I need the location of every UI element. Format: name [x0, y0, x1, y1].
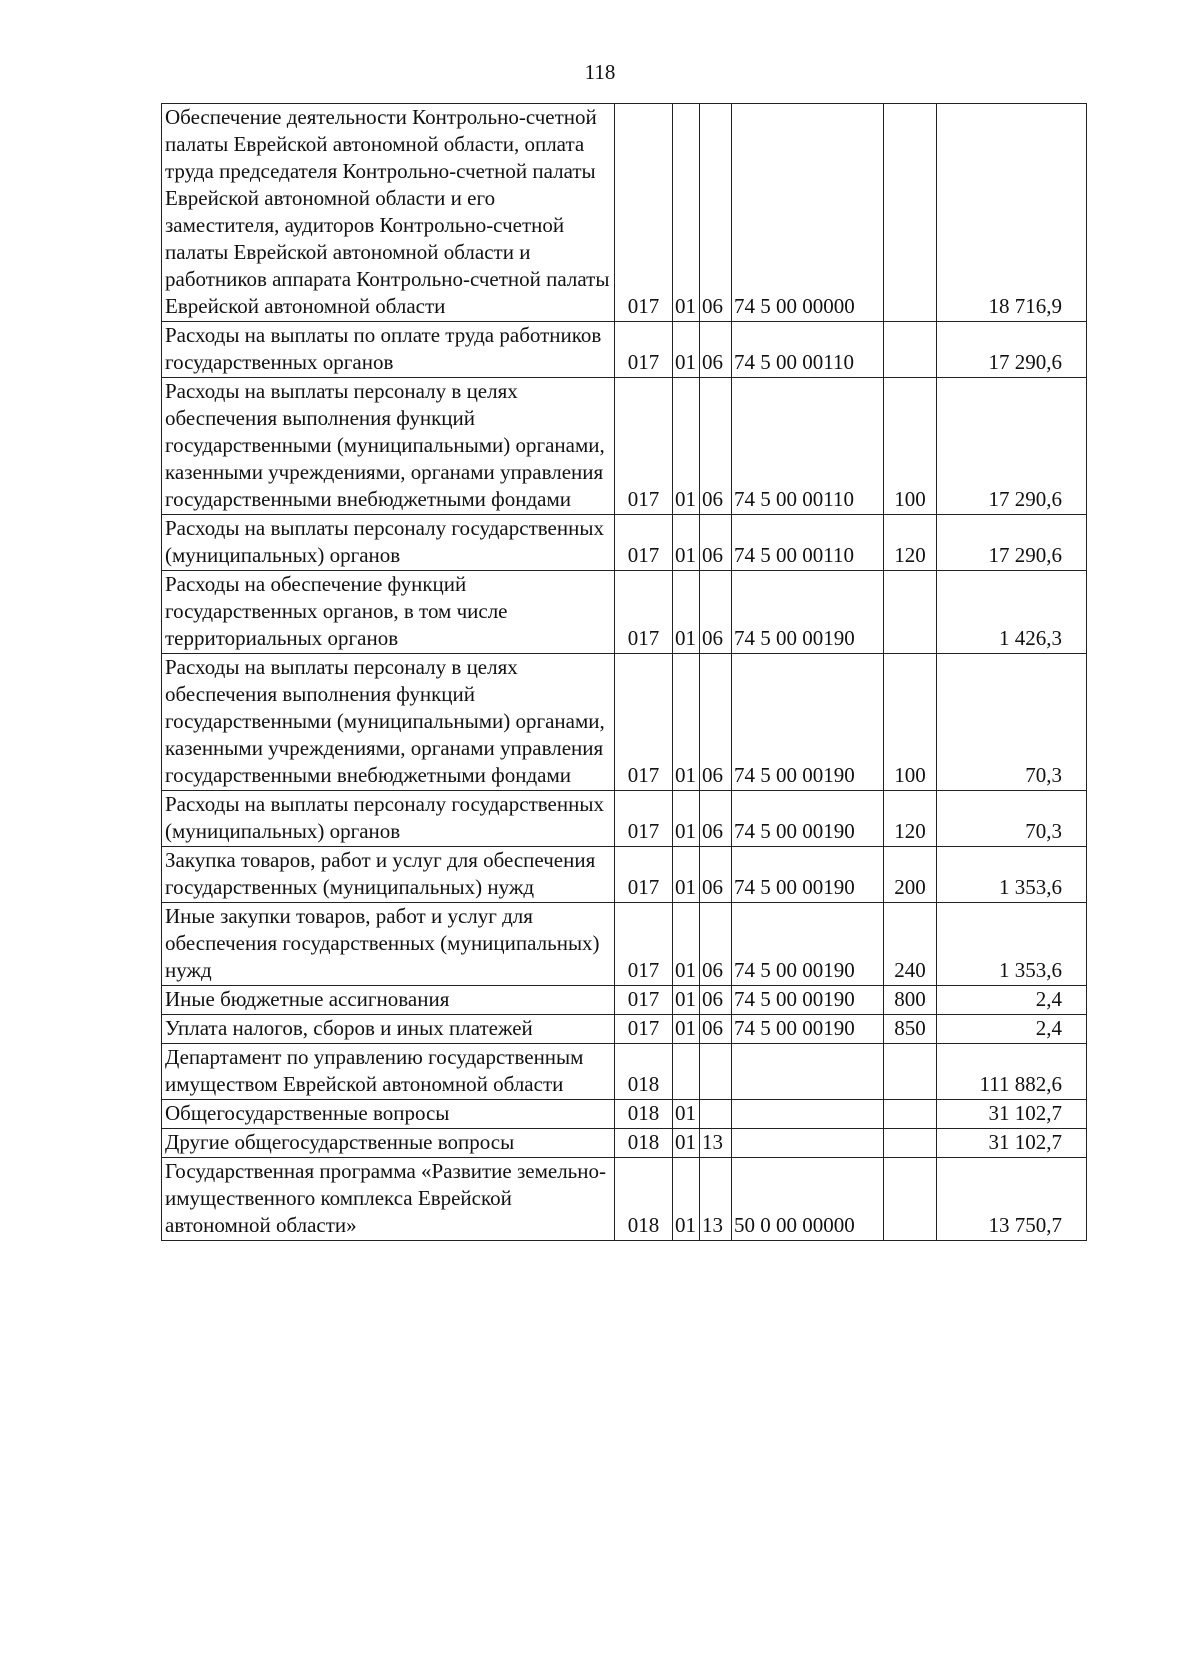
- row-sum: 70,3: [937, 791, 1087, 847]
- row-ved: 017: [615, 515, 673, 571]
- row-rz: 01: [673, 104, 700, 322]
- row-ved: 017: [615, 903, 673, 986]
- row-pr: 06: [700, 571, 732, 654]
- row-csr: 74 5 00 00190: [732, 986, 884, 1015]
- row-ved: 017: [615, 571, 673, 654]
- row-csr: 74 5 00 00110: [732, 378, 884, 515]
- row-vr: [884, 104, 937, 322]
- row-vr: 120: [884, 791, 937, 847]
- row-ved: 018: [615, 1129, 673, 1158]
- row-pr: 06: [700, 104, 732, 322]
- row-sum: 1 353,6: [937, 847, 1087, 903]
- row-rz: 01: [673, 1129, 700, 1158]
- row-pr: 06: [700, 515, 732, 571]
- row-sum: 1 353,6: [937, 903, 1087, 986]
- table-row: [162, 104, 1087, 322]
- row-ved: 017: [615, 986, 673, 1015]
- row-csr: [732, 1044, 884, 1100]
- row-name: Государственная программа «Развитие земельно-имущественного комплекса Еврейской автономной области»: [162, 1158, 615, 1241]
- row-vr: [884, 571, 937, 654]
- row-vr: [884, 1044, 937, 1100]
- row-rz: [673, 1044, 700, 1100]
- row-csr: [732, 1129, 884, 1158]
- row-name: Иные бюджетные ассигнования: [162, 986, 615, 1015]
- row-name: Обеспечение деятельности Контрольно-счетной палаты Еврейской автономной области, оплата труда председателя Контрольно-счетной палаты Еврейской автономной области и его заместителя, аудиторов Контрольно-счетной палаты Еврейской автономной области и работников аппарата Контрольно-счетной палаты Еврейской автономной области: [162, 104, 615, 322]
- row-pr: 06: [700, 791, 732, 847]
- row-name: Расходы на выплаты персоналу в целях обеспечения выполнения функций государственными (муниципальными) органами, казенными учреждениями, органами управления государственными внебюджетными фондами: [162, 654, 615, 791]
- row-pr: [700, 1044, 732, 1100]
- table-row: [162, 322, 1087, 378]
- row-pr: 06: [700, 654, 732, 791]
- row-sum: 17 290,6: [937, 515, 1087, 571]
- row-sum: 31 102,7: [937, 1100, 1087, 1129]
- row-ved: 017: [615, 791, 673, 847]
- row-ved: 017: [615, 847, 673, 903]
- row-pr: 06: [700, 1015, 732, 1044]
- row-pr: 06: [700, 322, 732, 378]
- row-name: Расходы на обеспечение функций государственных органов, в том числе территориальных органов: [162, 571, 615, 654]
- row-csr: 50 0 00 00000: [732, 1158, 884, 1241]
- row-vr: 240: [884, 903, 937, 986]
- budget-table-body: [162, 104, 1087, 1241]
- row-sum: 111 882,6: [937, 1044, 1087, 1100]
- row-vr: 800: [884, 986, 937, 1015]
- row-sum: 18 716,9: [937, 104, 1087, 322]
- row-sum: 31 102,7: [937, 1129, 1087, 1158]
- page-number: 118: [584, 60, 616, 84]
- row-csr: 74 5 00 00000: [732, 104, 884, 322]
- row-vr: 100: [884, 378, 937, 515]
- row-pr: 13: [700, 1129, 732, 1158]
- row-csr: 74 5 00 00110: [732, 515, 884, 571]
- row-name: Департамент по управлению государственным имуществом Еврейской автономной области: [162, 1044, 615, 1100]
- row-csr: 74 5 00 00190: [732, 791, 884, 847]
- table-row: [162, 1100, 1087, 1129]
- row-ved: 017: [615, 378, 673, 515]
- row-sum: 2,4: [937, 986, 1087, 1015]
- row-rz: 01: [673, 515, 700, 571]
- table-row: [162, 791, 1087, 847]
- row-rz: 01: [673, 1158, 700, 1241]
- table-row: [162, 986, 1087, 1015]
- row-name: Иные закупки товаров, работ и услуг для обеспечения государственных (муниципальных) нужд: [162, 903, 615, 986]
- row-pr: 06: [700, 847, 732, 903]
- row-ved: 018: [615, 1158, 673, 1241]
- row-rz: 01: [673, 322, 700, 378]
- budget-table: [161, 103, 1087, 1241]
- row-vr: [884, 1100, 937, 1129]
- row-name: Другие общегосударственные вопросы: [162, 1129, 615, 1158]
- row-sum: 17 290,6: [937, 322, 1087, 378]
- row-ved: 017: [615, 1015, 673, 1044]
- row-vr: 120: [884, 515, 937, 571]
- row-ved: 017: [615, 654, 673, 791]
- row-vr: 100: [884, 654, 937, 791]
- table-row: [162, 1015, 1087, 1044]
- row-sum: 1 426,3: [937, 571, 1087, 654]
- row-rz: 01: [673, 1100, 700, 1129]
- row-vr: 850: [884, 1015, 937, 1044]
- row-pr: 06: [700, 986, 732, 1015]
- row-rz: 01: [673, 903, 700, 986]
- row-vr: [884, 1129, 937, 1158]
- row-name: Уплата налогов, сборов и иных платежей: [162, 1015, 615, 1044]
- row-name: Расходы на выплаты персоналу государственных (муниципальных) органов: [162, 515, 615, 571]
- row-sum: 70,3: [937, 654, 1087, 791]
- row-csr: 74 5 00 00190: [732, 903, 884, 986]
- row-csr: 74 5 00 00190: [732, 1015, 884, 1044]
- table-row: [162, 654, 1087, 791]
- row-csr: 74 5 00 00190: [732, 571, 884, 654]
- row-rz: 01: [673, 378, 700, 515]
- row-csr: 74 5 00 00190: [732, 654, 884, 791]
- table-row: [162, 1158, 1087, 1241]
- row-rz: 01: [673, 986, 700, 1015]
- table-row: [162, 1044, 1087, 1100]
- row-name: Общегосударственные вопросы: [162, 1100, 615, 1129]
- row-pr: 06: [700, 903, 732, 986]
- row-name: Расходы на выплаты персоналу государственных (муниципальных) органов: [162, 791, 615, 847]
- table-row: [162, 515, 1087, 571]
- row-ved: 017: [615, 104, 673, 322]
- row-pr: 06: [700, 378, 732, 515]
- table-row: [162, 378, 1087, 515]
- row-rz: 01: [673, 571, 700, 654]
- row-csr: 74 5 00 00110: [732, 322, 884, 378]
- row-vr: [884, 322, 937, 378]
- row-csr: 74 5 00 00190: [732, 847, 884, 903]
- row-name: Закупка товаров, работ и услуг для обеспечения государственных (муниципальных) нужд: [162, 847, 615, 903]
- row-pr: 13: [700, 1158, 732, 1241]
- row-pr: [700, 1100, 732, 1129]
- row-sum: 2,4: [937, 1015, 1087, 1044]
- row-name: Расходы на выплаты по оплате труда работников государственных органов: [162, 322, 615, 378]
- row-name: Расходы на выплаты персоналу в целях обеспечения выполнения функций государственными (муниципальными) органами, казенными учреждениями, органами управления государственными внебюджетными фондами: [162, 378, 615, 515]
- row-vr: [884, 1158, 937, 1241]
- row-ved: 017: [615, 322, 673, 378]
- row-rz: 01: [673, 847, 700, 903]
- row-rz: 01: [673, 654, 700, 791]
- table-row: [162, 571, 1087, 654]
- table-row: [162, 847, 1087, 903]
- row-ved: 018: [615, 1044, 673, 1100]
- table-row: [162, 1129, 1087, 1158]
- row-csr: [732, 1100, 884, 1129]
- row-sum: 17 290,6: [937, 378, 1087, 515]
- row-vr: 200: [884, 847, 937, 903]
- row-rz: 01: [673, 791, 700, 847]
- table-row: [162, 903, 1087, 986]
- row-sum: 13 750,7: [937, 1158, 1087, 1241]
- row-rz: 01: [673, 1015, 700, 1044]
- row-ved: 018: [615, 1100, 673, 1129]
